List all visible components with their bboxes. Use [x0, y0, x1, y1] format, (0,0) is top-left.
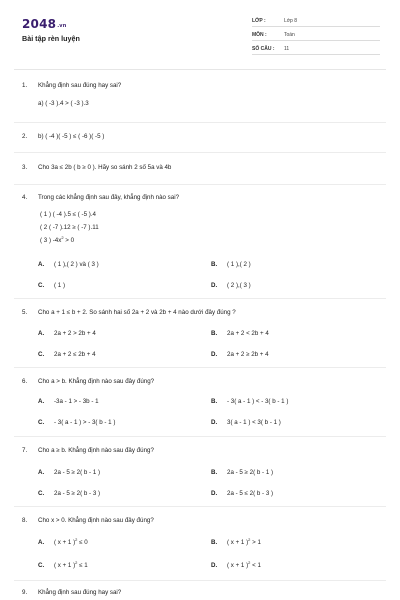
option-d-letter[interactable]: D. — [211, 351, 218, 358]
option-b-letter[interactable]: B. — [211, 261, 218, 268]
option-a-text[interactable]: ( x + 1 )$^2$ ≤ 0 — [54, 537, 88, 546]
question-text: Cho 3a ≤ 2b ( b ≥ 0 ). Hãy so sánh 2 số 5a và 4b — [38, 164, 172, 171]
question-number: 6. — [22, 378, 28, 385]
option-a-letter[interactable]: A. — [38, 330, 45, 337]
option-a-text[interactable]: 2a + 2 > 2b + 4 — [54, 330, 96, 337]
question-separator — [14, 298, 386, 299]
question-separator — [14, 152, 386, 153]
option-d-text[interactable]: ( 2 ),( 3 ) — [227, 282, 251, 289]
option-c-letter[interactable]: C. — [38, 419, 45, 426]
meta-subject: MÔN : Toán — [252, 30, 380, 41]
question-separator — [14, 436, 386, 437]
option-b-text[interactable]: ( 1 ),( 2 ) — [227, 261, 251, 268]
question-number: 5. — [22, 309, 28, 316]
question-text: Trong các khẳng định sau đây, khẳng định nào sai? — [38, 194, 180, 201]
question-number: 1. — [22, 82, 28, 89]
statement-2: ( 2 ( -7 ).12 ≥ ( -7 ).11 — [40, 224, 99, 231]
question-separator — [14, 367, 386, 368]
option-d-text[interactable]: 2a - 5 ≤ 2( b - 3 ) — [227, 490, 274, 497]
option-c-letter[interactable]: C. — [38, 562, 45, 569]
option-b-text[interactable]: - 3( a - 1 ) < - 3( b - 1 ) — [227, 398, 289, 405]
question-text: Cho a + 1 ≤ b + 2. So sánh hai số 2a + 2 và 2b + 4 nào dưới đây đúng ? — [38, 309, 236, 316]
header-divider — [14, 69, 386, 70]
option-c-text[interactable]: - 3( a - 1 ) > - 3( b - 1 ) — [54, 419, 116, 426]
option-a-letter[interactable]: A. — [38, 398, 45, 405]
option-a-text[interactable]: -3a - 1 > - 3b - 1 — [54, 398, 99, 405]
question-statement: a) ( -3 ).4 > ( -3 ).3 — [38, 100, 89, 107]
option-a-text[interactable]: ( 1 ),( 2 ) và ( 3 ) — [54, 261, 99, 268]
option-d-text[interactable]: 2a + 2 ≥ 2b + 4 — [227, 351, 269, 358]
option-c-letter[interactable]: C. — [38, 351, 45, 358]
option-a-letter[interactable]: A. — [38, 261, 45, 268]
option-c-text[interactable]: ( x + 1 )$^2$ ≤ 1 — [54, 560, 88, 569]
option-b-text[interactable]: ( x + 1 )$^2$ > 1 — [227, 537, 261, 546]
question-number: 2. — [22, 133, 28, 140]
question-number: 7. — [22, 447, 28, 454]
option-c-letter[interactable]: C. — [38, 282, 45, 289]
statement-3: ( 3 ) $-4x^2 > 0$ — [40, 235, 75, 244]
question-number: 8. — [22, 517, 28, 524]
option-a-letter[interactable]: A. — [38, 539, 45, 546]
site-logo[interactable]: 2048.vn — [22, 17, 67, 31]
option-b-letter[interactable]: B. — [211, 330, 218, 337]
option-c-text[interactable]: 2a - 5 ≥ 2( b - 3 ) — [54, 490, 101, 497]
option-d-text[interactable]: 3( a - 1 ) < 3( b - 1 ) — [227, 419, 281, 426]
option-b-letter[interactable]: B. — [211, 469, 218, 476]
question-separator — [14, 122, 386, 123]
question-number: 4. — [22, 194, 28, 201]
option-c-letter[interactable]: C. — [38, 490, 45, 497]
option-b-letter[interactable]: B. — [211, 398, 218, 405]
option-c-text[interactable]: 2a + 2 ≤ 2b + 4 — [54, 351, 96, 358]
option-b-letter[interactable]: B. — [211, 539, 218, 546]
worksheet-subtitle: Bài tập rèn luyện — [22, 34, 80, 43]
question-text: Khẳng định sau đúng hay sai? — [38, 82, 122, 89]
question-number: 3. — [22, 164, 28, 171]
meta-class: LỚP : Lớp 8 — [252, 16, 380, 27]
option-d-letter[interactable]: D. — [211, 419, 218, 426]
statement-1: ( 1 ) ( -4 ).5 ≤ ( -5 ).4 — [40, 211, 96, 218]
question-text: Cho a > b. Khẳng định nào sau đây đúng? — [38, 378, 155, 385]
option-d-letter[interactable]: D. — [211, 282, 218, 289]
option-d-text[interactable]: ( x + 1 )$^2$ < 1 — [227, 560, 261, 569]
meta-question-count: SỐ CÂU : 11 — [252, 44, 380, 55]
question-number: 9. — [22, 589, 28, 596]
question-separator — [14, 184, 386, 185]
question-separator — [14, 506, 386, 507]
option-d-letter[interactable]: D. — [211, 562, 218, 569]
question-text: b) ( -4 )( -5 ) ≤ ( -6 )( -5 ) — [38, 133, 105, 140]
option-b-text[interactable]: 2a + 2 < 2b + 4 — [227, 330, 269, 337]
option-a-text[interactable]: 2a - 5 ≥ 2( b - 1 ) — [54, 469, 101, 476]
option-d-letter[interactable]: D. — [211, 490, 218, 497]
option-c-text[interactable]: ( 1 ) — [54, 282, 66, 289]
option-b-text[interactable]: 2a - 5 ≥ 2( b - 1 ) — [227, 469, 274, 476]
question-text: Cho a ≥ b. Khẳng định nào sau đây đúng? — [38, 447, 154, 454]
question-separator — [14, 580, 386, 581]
option-a-letter[interactable]: A. — [38, 469, 45, 476]
question-text: Cho x > 0. Khẳng định nào sau đây đúng? — [38, 517, 154, 524]
question-text: Khẳng định sau đúng hay sai? — [38, 589, 122, 596]
